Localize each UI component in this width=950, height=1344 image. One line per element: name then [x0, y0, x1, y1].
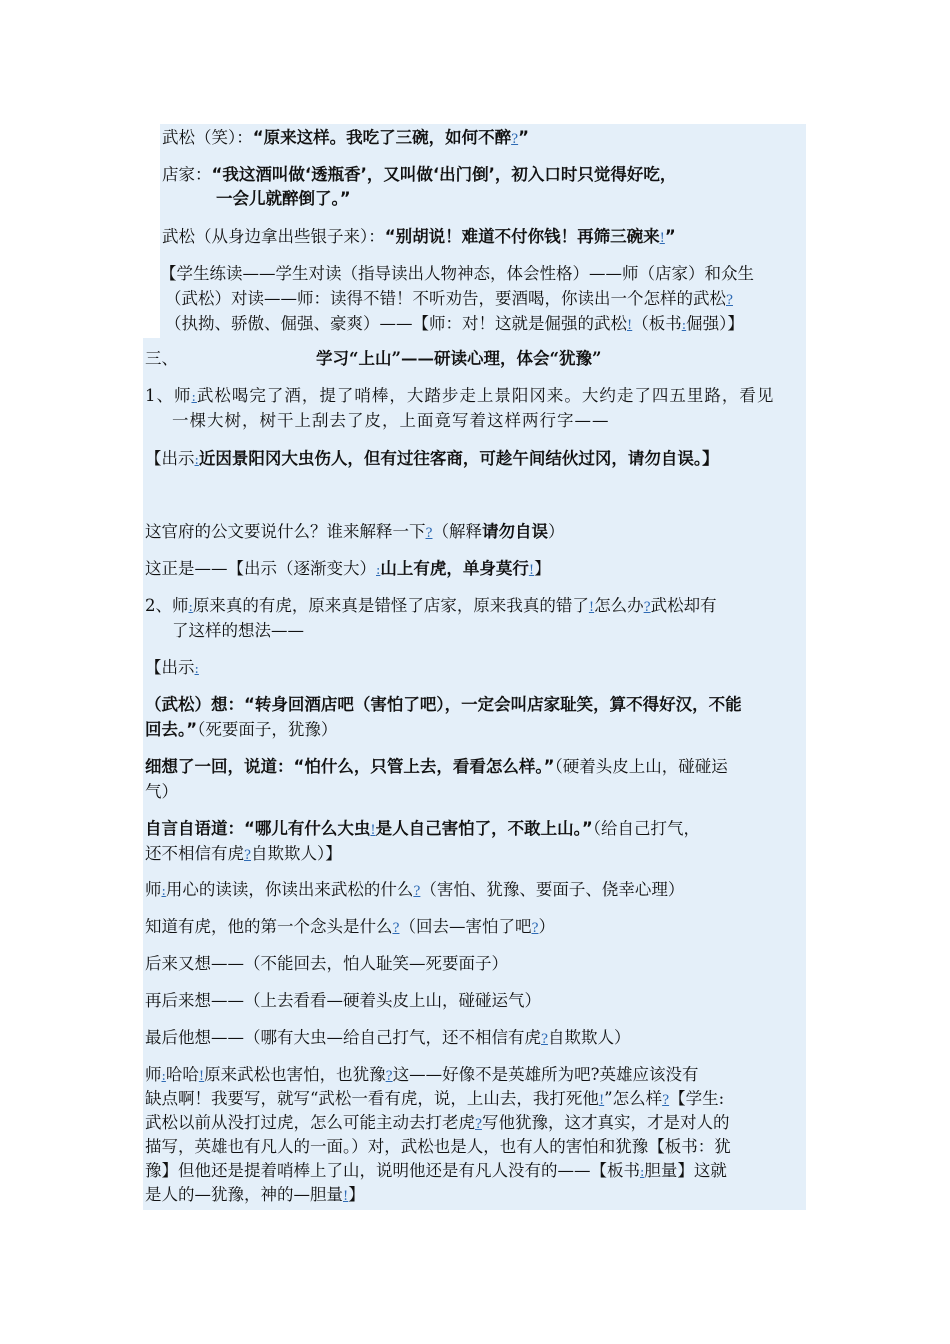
final-line-3 [145, 1111, 729, 1137]
para-text: 1、师 [145, 386, 192, 405]
dialogue-text: “原来这样。我吃了三碗，如何不醉 [252, 128, 512, 147]
paragraph-1-cont: 一棵大树，树干上刮去了皮，上面竟写着这样两行字—— [172, 411, 610, 430]
para-text: 师 [145, 880, 162, 899]
comment-link[interactable]: : [681, 318, 687, 333]
final-line-6 [145, 1183, 365, 1209]
reading-line-5 [145, 1026, 630, 1052]
question-line-1 [145, 520, 564, 546]
quote-close: ” [664, 227, 676, 246]
para-text: 缺点啊！我要写，就写“武松一看有虎，说，上山去，我打死他 [145, 1089, 599, 1108]
para-text: （解释 [432, 522, 482, 541]
comment-link[interactable]: ! [370, 823, 376, 838]
notice-line [145, 447, 719, 473]
comment-link[interactable]: ? [244, 848, 251, 863]
thought-1-cont [145, 718, 337, 742]
practice-text: 倔强）】 [686, 314, 744, 333]
final-line-1 [145, 1063, 698, 1089]
para-text: 】 [348, 1185, 365, 1204]
para-text: 武松喝完了酒，提了哨棒，大踏步走上景阳冈来。大约走了四五里路，看见 [196, 386, 775, 405]
speaker: 武松（从身边拿出些银子来）： [162, 227, 385, 246]
comment-link[interactable]: ? [726, 293, 733, 308]
para-text: 自欺欺人）】 [250, 844, 342, 863]
thought-1: （武松）想：“转身回酒店吧（害怕了吧），一定会叫店家耻笑，算不得好汉，不能 [145, 695, 742, 714]
quote-close: ” [518, 128, 529, 147]
para-text: （死要面子，犹豫） [197, 720, 338, 739]
practice-text: （执拗、骄傲、倔强、豪爽）——【师：对！这就是倔强的武松 [165, 314, 627, 333]
para-text: 【出示 [145, 658, 195, 677]
para-text: 怎么办 [594, 596, 644, 615]
comment-link[interactable]: ! [343, 1189, 349, 1204]
para-text: （给自己打气， [592, 819, 700, 838]
comment-link[interactable]: ! [588, 600, 595, 615]
para-text: （回去—害怕了吧 [399, 917, 532, 936]
reading-line-2 [145, 915, 555, 941]
reading-line-4: 再后来想——（上去看看—硬着头皮上山，碰碰运气） [145, 991, 541, 1010]
paragraph-1 [145, 384, 774, 410]
comment-link[interactable]: ! [198, 1069, 205, 1084]
para-text: ） [547, 522, 565, 541]
para-bold: 细想了一回，说道：“怕什么，只管上去，看看怎么样。” [145, 757, 555, 776]
comment-link[interactable]: : [376, 563, 381, 578]
comment-link[interactable]: : [640, 1165, 645, 1180]
para-text: 胆量】这就 [644, 1161, 727, 1180]
notice-text: 近因景阳冈大虫伤人，但有过往客商，可趁午间结伙过冈，请勿自误。】 [198, 449, 719, 468]
para-bold: 山上有虎，单身莫行 [380, 559, 529, 578]
comment-link[interactable]: ! [627, 318, 633, 333]
comment-link[interactable]: : [194, 453, 199, 468]
thought-3 [145, 817, 700, 843]
comment-link[interactable]: ? [511, 132, 519, 147]
para-text: 还不相信有虎 [145, 844, 244, 863]
para-text: 哈哈 [165, 1065, 199, 1084]
para-text: 写他犹豫，这才真实，才是对人的 [481, 1113, 730, 1132]
para-bold: 是人自己害怕了，不敢上山。” [375, 819, 593, 838]
para-text: 原来真的有虎，原来真是错怪了店家，原来我真的错了 [192, 596, 589, 615]
thought-2-cont: 气） [145, 782, 178, 801]
comment-link[interactable]: : [191, 390, 197, 405]
section-title: 学习“上山”——研读心理，体会“犹豫” [316, 349, 602, 368]
question-line-2 [145, 557, 551, 583]
speaker: 店家： [162, 165, 212, 184]
comment-link[interactable]: ? [541, 1032, 548, 1047]
para-text: （硬着头皮上山，碰碰运 [554, 757, 728, 776]
dialogue-text: “我这酒叫做‘透瓶香’，又叫做‘出门倒’，初入口时只觉得好吃， [211, 165, 677, 184]
practice-text: （武松）对读——师：读得不错！不听劝告，要酒喝，你读出一个怎样的武松 [165, 289, 726, 308]
comment-link[interactable]: ? [413, 884, 421, 899]
dialogue-line-3 [162, 225, 676, 251]
practice-line-3 [165, 312, 744, 338]
para-text: 这正是——【出示（逐渐变大） [145, 559, 376, 578]
para-bold: 自言自语道：“哪儿有什么大虫 [145, 819, 371, 838]
para-text: 自欺欺人） [547, 1028, 631, 1047]
paragraph-2 [145, 594, 717, 620]
comment-link[interactable]: : [161, 1069, 166, 1084]
para-text: 是人的—犹豫，神的—胆量 [145, 1185, 343, 1204]
dialogue-line-2 [162, 163, 676, 187]
para-text: 知道有虎，他的第一个念头是什么 [145, 917, 393, 936]
final-line-4: 描写，英雄也有凡人的一面。）对，武松也是人，也有人的害怕和犹豫【板书：犹 [145, 1137, 731, 1156]
para-text: 2、师 [145, 596, 189, 615]
reading-line-3: 后来又想——（不能回去，怕人耻笑—死要面子） [145, 954, 508, 973]
para-text: 这官府的公文要说什么？谁来解释一下 [145, 522, 426, 541]
para-text: 武松却有 [650, 596, 717, 615]
colon-mark: : [718, 1089, 725, 1108]
thought-2 [145, 755, 728, 779]
speaker: 武松（笑）： [162, 128, 253, 147]
thought-3-cont [145, 842, 342, 868]
dialogue-text: “别胡说！难道不付你钱！再筛三碗来 [384, 227, 660, 246]
comment-link[interactable]: ? [392, 921, 400, 936]
final-line-5 [145, 1159, 727, 1185]
notice-prefix: 【出示 [145, 449, 195, 468]
para-text: ”怎么样 [604, 1089, 663, 1108]
reading-line-1 [145, 878, 684, 904]
para-text: （害怕、犹豫、要面子、侥幸心理） [420, 880, 685, 899]
comment-link[interactable]: ? [662, 1093, 670, 1108]
comment-link[interactable]: ! [659, 231, 665, 246]
para-text: 豫】但他还是提着哨棒上了山，说明他还是有凡人没有的——【板书 [145, 1161, 640, 1180]
final-line-2 [145, 1087, 724, 1113]
dialogue-line-2-cont: 一会儿就醉倒了。” [216, 189, 351, 208]
comment-link[interactable]: : [194, 662, 199, 677]
show-line [145, 656, 199, 682]
practice-line-2 [165, 287, 733, 313]
para-text: 师 [145, 1065, 162, 1084]
comment-link[interactable]: ? [425, 526, 433, 541]
practice-line-1: 【学生练读——学生对读（指导读出人物神态，体会性格）——师（店家）和众生 [160, 264, 754, 283]
comment-link[interactable]: ? [531, 921, 539, 936]
comment-link[interactable]: : [161, 884, 166, 899]
practice-text: （板书 [632, 314, 682, 333]
comment-link[interactable]: ? [643, 600, 651, 615]
comment-link[interactable]: ! [598, 1093, 605, 1108]
para-text: 这——好像不是英雄所为吧?英雄应该没有 [392, 1065, 699, 1084]
comment-link[interactable]: ? [385, 1069, 393, 1084]
para-bold: 请勿自误 [481, 522, 548, 541]
dialogue-line-1 [162, 126, 529, 152]
comment-link[interactable]: ! [528, 563, 535, 578]
para-text: 】 [534, 559, 551, 578]
para-text: ） [538, 917, 555, 936]
para-text: 【学生 [669, 1089, 719, 1108]
para-text: 原来武松也害怕，也犹豫 [204, 1065, 386, 1084]
para-text: 武松以前从没打过虎，怎么可能主动去打老虎 [145, 1113, 475, 1132]
comment-link[interactable]: ? [475, 1117, 482, 1132]
section-number: 三、 [145, 349, 178, 368]
para-text: 用心的读读，你读出来武松的什么 [165, 880, 414, 899]
paragraph-2-cont: 了这样的想法—— [172, 621, 304, 640]
comment-link[interactable]: : [188, 600, 193, 615]
para-bold: 回去。” [145, 720, 198, 739]
para-text: 最后他想——（哪有大虫—给自己打气，还不相信有虎 [145, 1028, 541, 1047]
